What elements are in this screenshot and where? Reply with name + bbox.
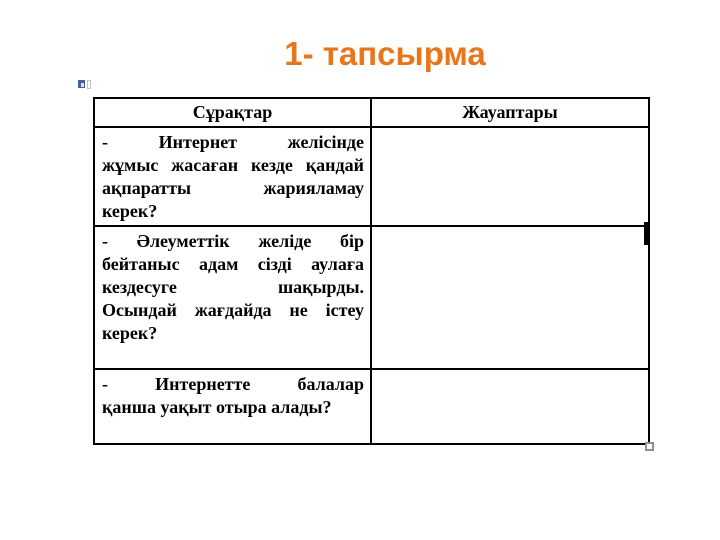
table-row [94,369,649,444]
question-cell-2 [94,226,371,369]
column-header-answers: Жауаптары [371,98,649,127]
text-cursor-artifact [644,222,649,245]
column-header-questions: Сұрақтар [94,98,371,127]
question-line: қанша уақыт отыра алады? [102,397,332,417]
answer-cell-1 [371,127,649,226]
question-line: - Әлеуметтік желіде бір [102,231,364,251]
question-line: бейтаныс адам сізді аулаға [102,254,364,274]
question-line: Осындай жағдайда не істеу [102,300,364,320]
table-resize-handle [645,442,654,451]
question-line: жұмыс жасаған кезде қандай [102,155,364,175]
question-line: ақпаратты жарияламау [102,178,364,198]
question-line: кездесуге шақырды. [102,277,364,297]
question-line: - Интернетте балалар [102,374,364,394]
object-anchor-glyph [78,80,85,88]
question-line: керек? [102,201,158,221]
question-line: - Интернет желісінде [102,132,364,152]
table-row [94,127,649,226]
object-anchor-icon [78,79,91,90]
answer-cell-2 [371,226,649,369]
object-anchor-frame [87,80,91,89]
slide-title: 1- тапсырма [284,35,486,72]
question-cell-1 [94,127,371,226]
answer-cell-3 [371,369,649,444]
question-line: керек? [102,323,158,343]
header-row [94,98,649,127]
question-cell-3 [94,369,371,444]
table-row [94,226,649,369]
questions-table [93,97,650,445]
